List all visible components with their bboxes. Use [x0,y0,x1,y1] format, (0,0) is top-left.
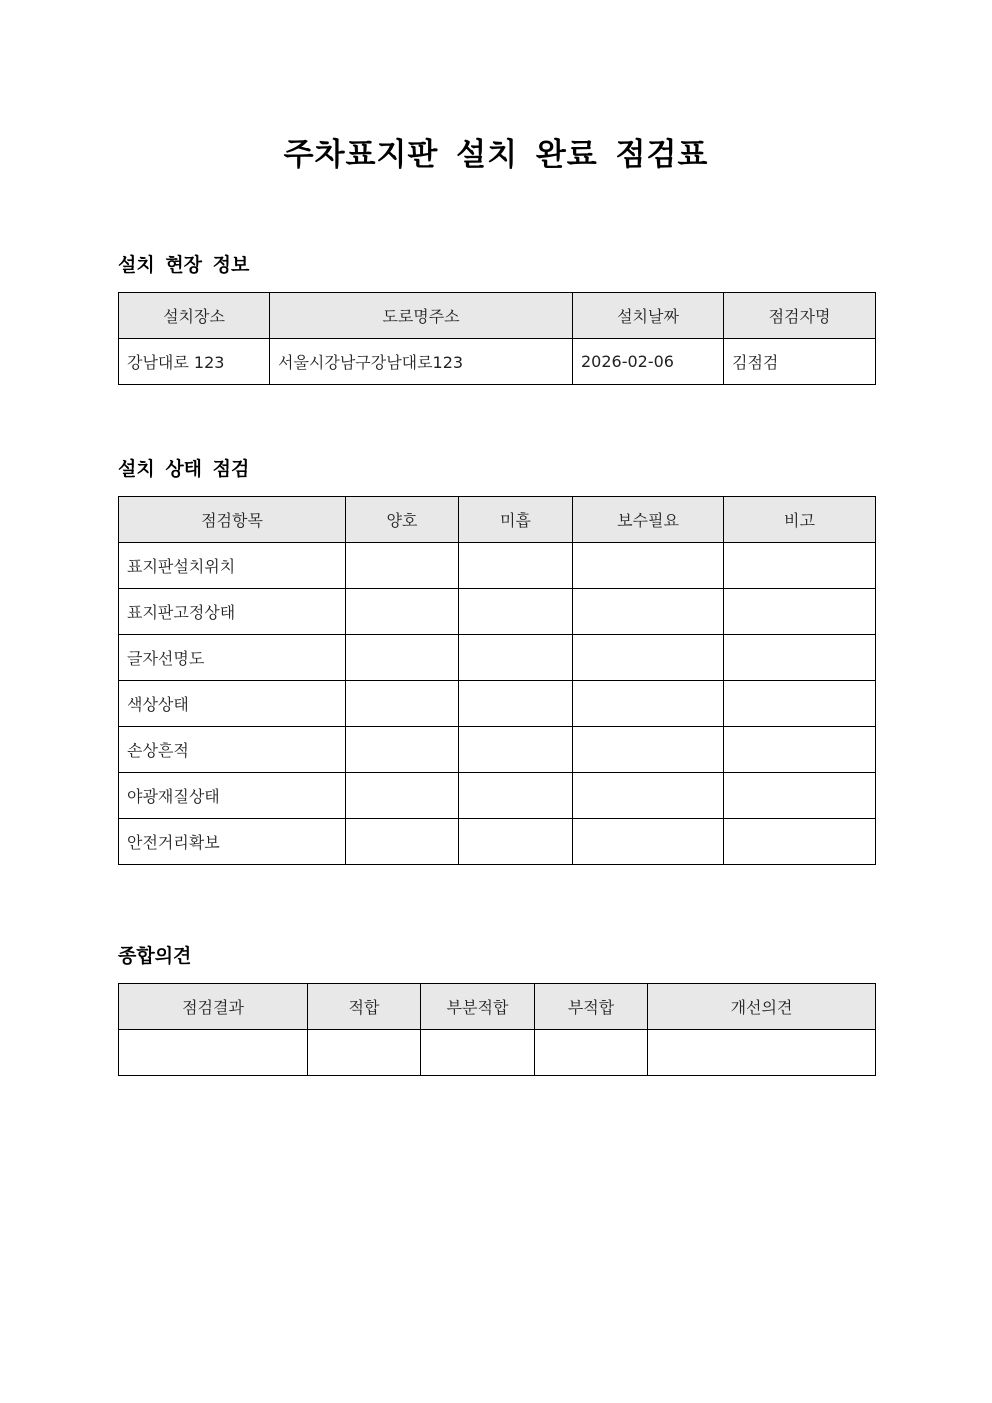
column-header-improvement: 개선의견 [648,984,876,1030]
cell-pass[interactable] [308,1030,421,1076]
cell-note[interactable] [724,635,876,681]
column-header-poor: 미흡 [459,497,573,543]
cell-note[interactable] [724,543,876,589]
cell-poor[interactable] [459,681,573,727]
cell-item: 표지판설치위치 [119,543,346,589]
cell-good[interactable] [346,727,459,773]
table-row [119,773,876,819]
cell-repair[interactable] [573,543,724,589]
cell-item: 표지판고정상태 [119,589,346,635]
table-header-row [119,984,876,1030]
table-row [119,819,876,865]
cell-good[interactable] [346,543,459,589]
cell-result[interactable] [119,1030,308,1076]
cell-note[interactable] [724,773,876,819]
column-header-repair: 보수필요 [573,497,724,543]
column-header-fail: 부적합 [535,984,648,1030]
cell-poor[interactable] [459,635,573,681]
cell-good[interactable] [346,773,459,819]
overall-table [118,983,876,1076]
cell-note[interactable] [724,589,876,635]
cell-note[interactable] [724,819,876,865]
column-header-inspector: 점검자명 [724,293,876,339]
site-info-table [118,292,876,385]
cell-good[interactable] [346,635,459,681]
cell-install-date[interactable]: 2026-02-06 [573,339,724,385]
cell-road-address[interactable]: 서울시강남구강남대로123 [270,339,573,385]
page-title: 주차표지판 설치 완료 점검표 [283,137,709,173]
cell-item: 안전거리확보 [119,819,346,865]
column-header-install-date: 설치날짜 [573,293,724,339]
site-info-heading: 설치 현장 정보 [118,254,250,276]
cell-inspector[interactable]: 김점검 [724,339,876,385]
cell-item: 색상상태 [119,681,346,727]
cell-poor[interactable] [459,819,573,865]
table-row [119,635,876,681]
column-header-location: 설치장소 [119,293,270,339]
column-header-note: 비고 [724,497,876,543]
cell-poor[interactable] [459,773,573,819]
column-header-item: 점검항목 [119,497,346,543]
cell-item: 손상흔적 [119,727,346,773]
table-row [119,1030,876,1076]
column-header-pass: 적합 [308,984,421,1030]
table-row [119,589,876,635]
column-header-good: 양호 [346,497,459,543]
column-header-partial-pass: 부분적합 [421,984,535,1030]
cell-partial-pass[interactable] [421,1030,535,1076]
table-row [119,543,876,589]
cell-location[interactable]: 강남대로 123 [119,339,270,385]
cell-item: 야광재질상태 [119,773,346,819]
cell-repair[interactable] [573,589,724,635]
overall-heading: 종합의견 [118,945,192,967]
cell-item: 글자선명도 [119,635,346,681]
table-header-row [119,293,876,339]
column-header-result: 점검결과 [119,984,308,1030]
status-check-table [118,496,876,865]
cell-improvement[interactable] [648,1030,876,1076]
cell-repair[interactable] [573,773,724,819]
cell-poor[interactable] [459,589,573,635]
cell-good[interactable] [346,819,459,865]
cell-repair[interactable] [573,681,724,727]
status-check-heading: 설치 상태 점검 [118,458,250,480]
cell-good[interactable] [346,681,459,727]
table-row [119,339,876,385]
column-header-road-address: 도로명주소 [270,293,573,339]
cell-poor[interactable] [459,543,573,589]
cell-note[interactable] [724,681,876,727]
table-row [119,727,876,773]
cell-note[interactable] [724,727,876,773]
cell-repair[interactable] [573,635,724,681]
table-row [119,681,876,727]
cell-fail[interactable] [535,1030,648,1076]
table-header-row [119,497,876,543]
cell-repair[interactable] [573,819,724,865]
cell-repair[interactable] [573,727,724,773]
cell-good[interactable] [346,589,459,635]
cell-poor[interactable] [459,727,573,773]
